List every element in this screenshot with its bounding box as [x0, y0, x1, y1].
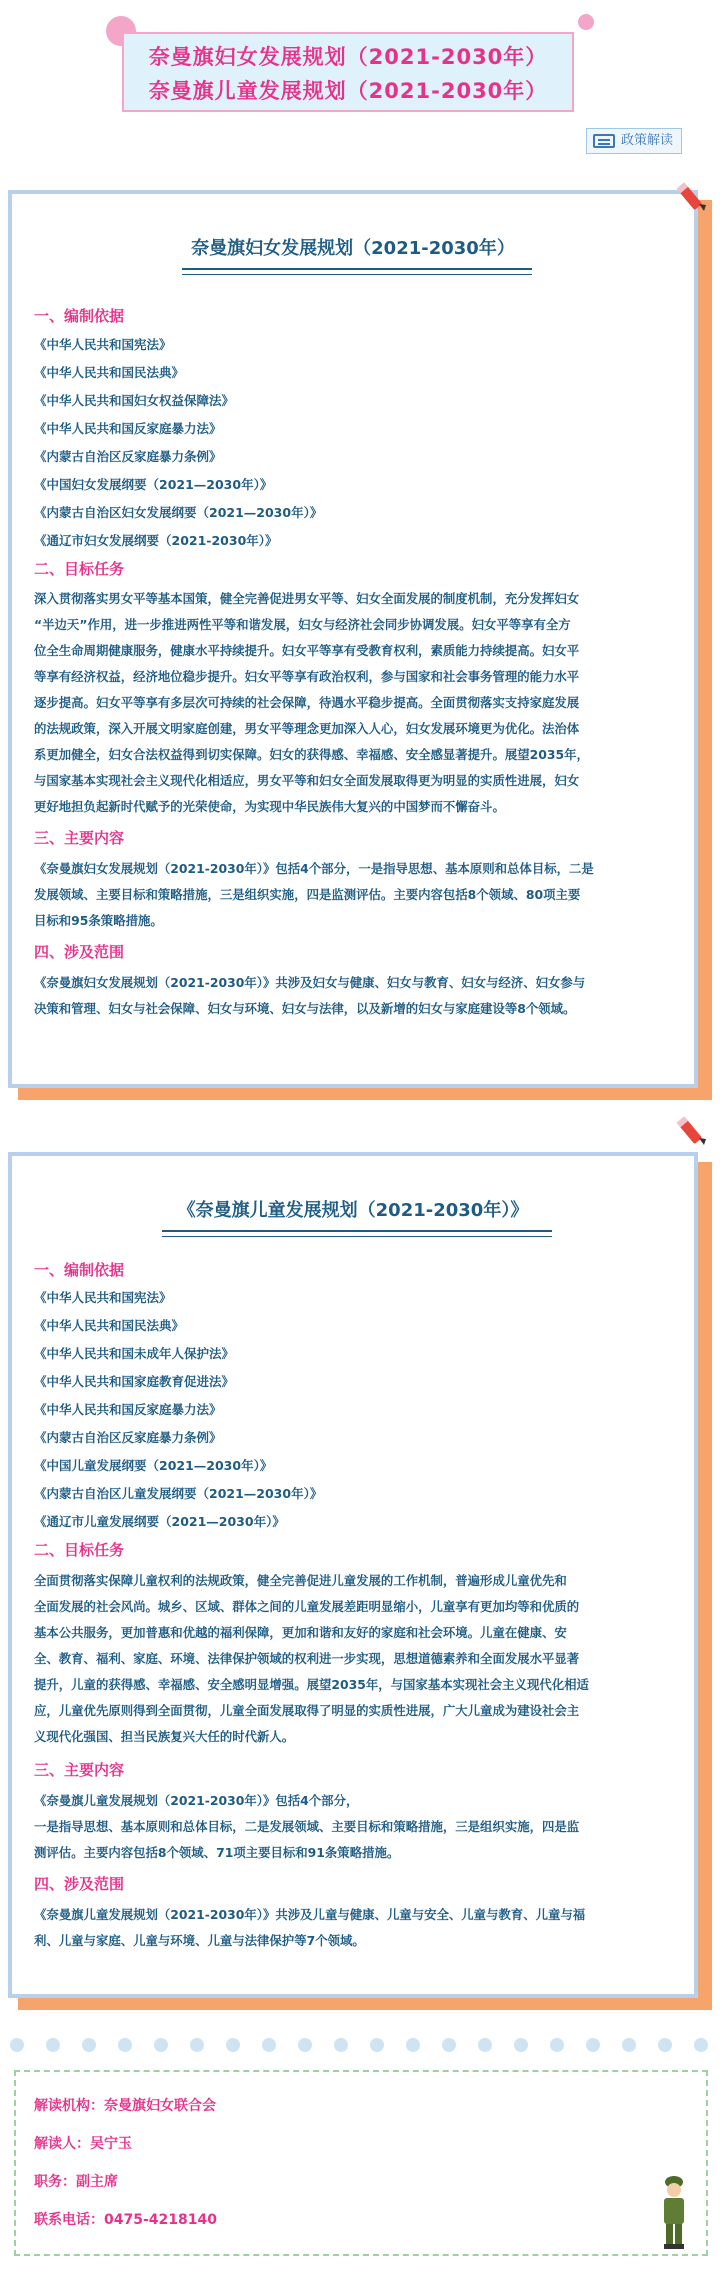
women-section-goals: 二、目标任务: [34, 560, 125, 578]
paragraph-line: 全面贯彻落实保障儿童权利的法规政策，健全完善促进儿童发展的工作机制，普遍形成儿童优先和: [34, 1573, 567, 1588]
paragraph-line: 《奈曼旗妇女发展规划（2021-2030年）》包括4个部分，一是指导思想、基本原则和总体目标，二是: [34, 861, 594, 876]
children-section-basis: 一、编制依据: [34, 1261, 125, 1279]
document-icon: [593, 134, 615, 148]
list-item: 《中国儿童发展纲要（2021—2030年）》: [34, 1458, 273, 1473]
footer-phone: 联系电话：0475-4218140: [34, 2212, 217, 2228]
list-item: 《中华人民共和国妇女权益保障法》: [34, 393, 235, 408]
paragraph-line: 全、教育、福利、家庭、环境、法律保护领域的权利进一步实现，思想道德素养和全面发展水平显著: [34, 1651, 580, 1666]
dot-divider: [0, 2030, 720, 2060]
women-panel: [8, 190, 698, 1088]
soldier-figure-icon: [654, 2172, 694, 2252]
list-item: 《内蒙古自治区妇女发展纲要（2021—2030年）》: [34, 505, 323, 520]
paragraph-line: 更好地担负起新时代赋予的光荣使命，为实现中华民族伟大复兴的中国梦而不懈奋斗。: [34, 799, 505, 814]
banner-decoration-dot: [578, 14, 594, 30]
list-item: 《内蒙古自治区反家庭暴力条例》: [34, 449, 222, 464]
children-section-goals: 二、目标任务: [34, 1541, 125, 1559]
list-item: 《中华人民共和国宪法》: [34, 337, 172, 352]
pencil-icon: [672, 1112, 712, 1152]
paragraph-line: 《奈曼旗儿童发展规划（2021-2030年）》包括4个部分，: [34, 1793, 359, 1808]
paragraph-line: 应，儿童优先原则得到全面贯彻，儿童全面发展取得了明显的实质性进展，广大儿童成为建设社会主: [34, 1703, 580, 1718]
list-item: 《中华人民共和国反家庭暴力法》: [34, 1402, 222, 1417]
footer-position: 职务：副主席: [34, 2174, 118, 2190]
paragraph-line: 目标和95条策略措施。: [34, 913, 163, 928]
list-item: 《通辽市妇女发展纲要（2021-2030年）》: [34, 533, 278, 548]
title-underline: [182, 268, 532, 270]
paragraph-line: 深入贯彻落实男女平等基本国策，健全完善促进男女平等、妇女全面发展的制度机制，充分发挥妇女: [34, 591, 580, 606]
contact-footer: [14, 2070, 708, 2256]
paragraph-line: 基本公共服务，更加普惠和优越的福利保障，更加和谐和友好的家庭和社会环境。儿童在健康、安: [34, 1625, 567, 1640]
banner-title-women: 奈曼旗妇女发展规划（2021-2030年）: [148, 45, 548, 69]
paragraph-line: 与国家基本实现社会主义现代化相适应，男女平等和妇女全面发展取得更为明显的实质性进展，妇女: [34, 773, 580, 788]
paragraph-line: 等享有经济权益，经济地位稳步提升。妇女平等享有政治权利，参与国家和社会事务管理的能力水平: [34, 669, 580, 684]
list-item: 《内蒙古自治区儿童发展纲要（2021—2030年）》: [34, 1486, 323, 1501]
list-item: 《中华人民共和国家庭教育促进法》: [34, 1374, 235, 1389]
paragraph-line: 的法规政策，深入开展文明家庭创建，男女平等理念更加深入人心，妇女发展环境更为优化。法治体: [34, 721, 580, 736]
list-item: 《中华人民共和国民法典》: [34, 1318, 185, 1333]
list-item: 《中华人民共和国未成年人保护法》: [34, 1346, 235, 1361]
children-panel-title: 《奈曼旗儿童发展规划（2021-2030年）》: [177, 1200, 529, 1221]
footer-organization: 解读机构：奈曼旗妇女联合会: [34, 2098, 216, 2114]
list-item: 《中国妇女发展纲要（2021—2030年）》: [34, 477, 273, 492]
women-section-content: 三、主要内容: [34, 829, 125, 847]
pencil-icon: [672, 178, 712, 218]
women-panel-title: 奈曼旗妇女发展规划（2021-2030年）: [191, 238, 515, 259]
paragraph-line: 一是指导思想、基本原则和总体目标，二是发展领域、主要目标和策略措施，三是组织实施，四是监: [34, 1819, 580, 1834]
title-underline: [162, 1230, 552, 1232]
policy-interpretation-tag: [586, 128, 682, 154]
women-section-basis: 一、编制依据: [34, 307, 125, 325]
list-item: 《中华人民共和国宪法》: [34, 1290, 172, 1305]
women-section-scope: 四、涉及范围: [34, 943, 125, 961]
list-item: 《内蒙古自治区反家庭暴力条例》: [34, 1430, 222, 1445]
paragraph-line: 决策和管理、妇女与社会保障、妇女与环境、妇女与法律，以及新增的妇女与家庭建设等8个领域。: [34, 1001, 576, 1016]
paragraph-line: 发展领域、主要目标和策略措施，三是组织实施，四是监测评估。主要内容包括8个领域、80项主要: [34, 887, 581, 902]
list-item: 《中华人民共和国反家庭暴力法》: [34, 421, 222, 436]
children-section-scope: 四、涉及范围: [34, 1875, 125, 1893]
children-section-content: 三、主要内容: [34, 1761, 125, 1779]
children-panel: [8, 1152, 698, 1998]
paragraph-line: 逐步提高。妇女平等享有多层次可持续的社会保障，待遇水平稳步提高。全面贯彻落实支持家庭发展: [34, 695, 580, 710]
title-banner: [122, 32, 574, 112]
paragraph-line: 利、儿童与家庭、儿童与环境、儿童与法律保护等7个领域。: [34, 1933, 365, 1948]
list-item: 《通辽市儿童发展纲要（2021—2030年）》: [34, 1514, 285, 1529]
paragraph-line: 《奈曼旗妇女发展规划（2021-2030年）》共涉及妇女与健康、妇女与教育、妇女与经济、妇女参与: [34, 975, 586, 990]
title-underline-thin: [182, 274, 532, 275]
paragraph-line: 提升，儿童的获得感、幸福感、安全感明显增强。展望2035年，与国家基本实现社会主义现代化相适: [34, 1677, 589, 1692]
footer-interpreter: 解读人：吴宁玉: [34, 2136, 132, 2152]
paragraph-line: 全面发展的社会风尚。城乡、区域、群体之间的儿童发展差距明显缩小，儿童享有更加均等和优质的: [34, 1599, 580, 1614]
paragraph-line: 《奈曼旗儿童发展规划（2021-2030年）》共涉及儿童与健康、儿童与安全、儿童与教育、儿童与福: [34, 1907, 586, 1922]
paragraph-line: 位全生命周期健康服务，健康水平持续提升。妇女平等享有受教育权利，素质能力持续提高。妇女平: [34, 643, 580, 658]
paragraph-line: 义现代化强国、担当民族复兴大任的时代新人。: [34, 1729, 295, 1744]
banner-title-children: 奈曼旗儿童发展规划（2021-2030年）: [148, 79, 548, 103]
paragraph-line: “半边天”作用，进一步推进两性平等和谐发展，妇女与经济社会同步协调发展。妇女平等享有全方: [34, 617, 571, 632]
title-underline-thin: [162, 1236, 552, 1237]
paragraph-line: 测评估。主要内容包括8个领域、71项主要目标和91条策略措施。: [34, 1845, 400, 1860]
paragraph-line: 系更加健全，妇女合法权益得到切实保障。妇女的获得感、幸福感、安全感显著提升。展望2035年，: [34, 747, 589, 762]
policy-tag-label: 政策解读: [621, 133, 674, 148]
list-item: 《中华人民共和国民法典》: [34, 365, 185, 380]
